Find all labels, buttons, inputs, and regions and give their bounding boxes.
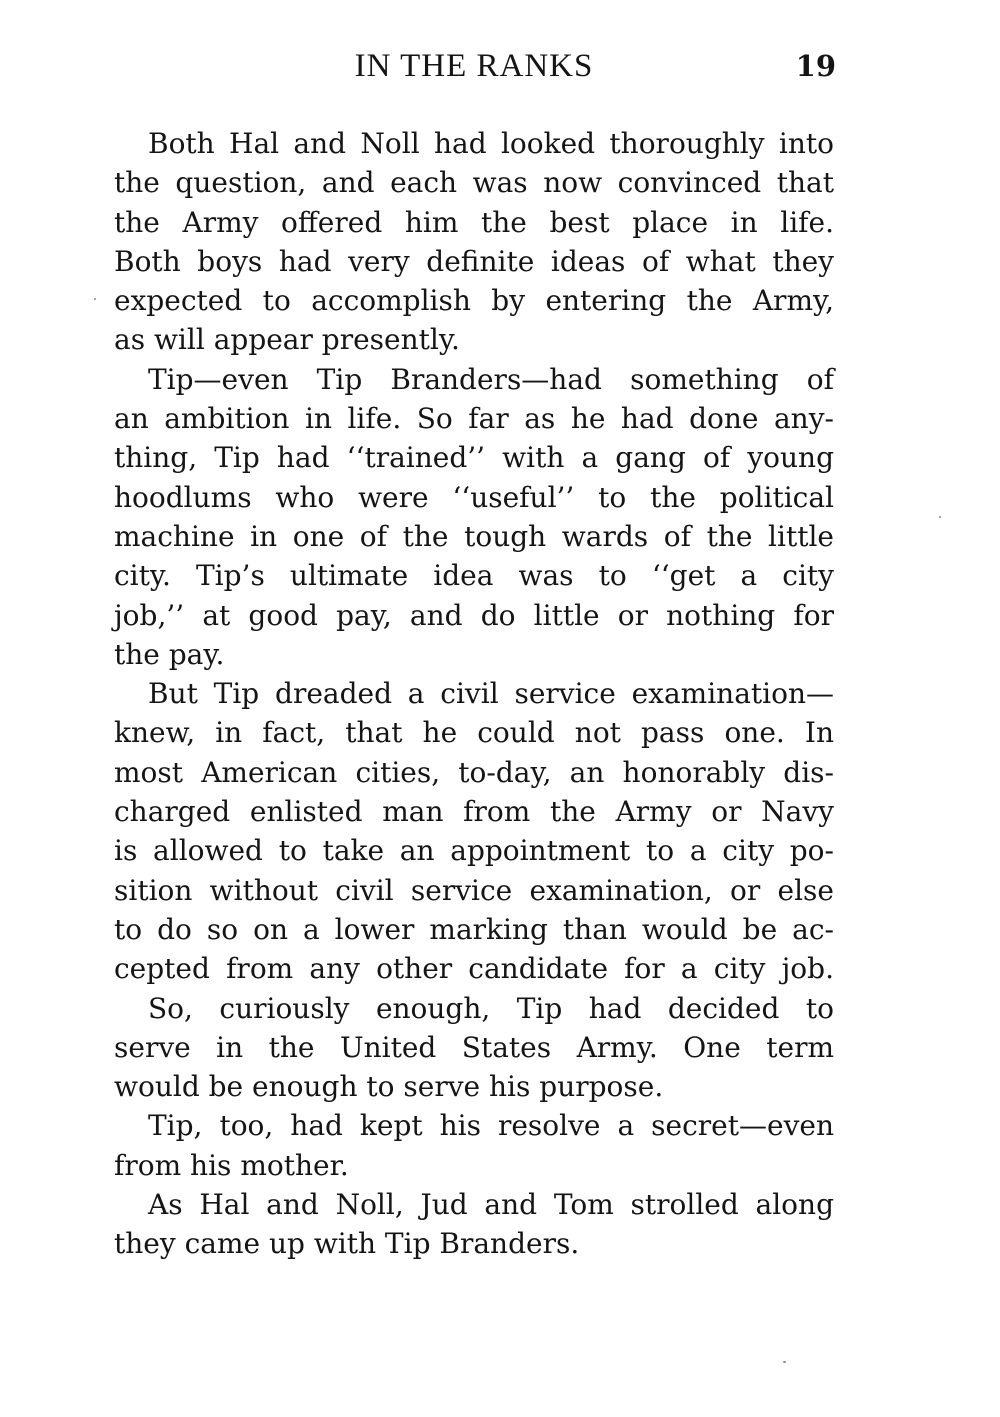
paragraph bbox=[114, 989, 834, 1107]
text-line: Tip—even Tip Branders—had something of bbox=[148, 362, 834, 396]
text-line: is allowed to take an appointment to a city po- bbox=[114, 834, 834, 868]
text-line: As Hal and Noll, Jud and Tom strolled along bbox=[148, 1188, 834, 1222]
paragraph bbox=[114, 1185, 834, 1264]
text-line: city. Tip’s ultimate idea was to ‘‘get a city bbox=[114, 559, 834, 593]
body-text bbox=[114, 124, 834, 1264]
text-line: Tip, too, had kept his resolve a secret—even bbox=[148, 1109, 834, 1143]
paragraph bbox=[114, 360, 834, 674]
text-line: the Army offered him the best place in life. bbox=[114, 205, 834, 239]
text-line: sition without civil service examination, or else bbox=[114, 873, 834, 907]
text-line: Both Hal and Noll had looked thoroughly into bbox=[148, 127, 834, 160]
text-line: But Tip dreaded a civil service examination— bbox=[148, 677, 834, 711]
paragraph bbox=[114, 1106, 834, 1185]
text-line: as will appear presently. bbox=[114, 323, 460, 357]
text-line: machine in one of the tough wards of the little bbox=[114, 519, 834, 553]
text-line: the question, and each was now convinced that bbox=[114, 166, 834, 200]
scan-speck bbox=[94, 298, 96, 300]
text-line: expected to accomplish by entering the Army, bbox=[114, 284, 834, 318]
text-line: the pay. bbox=[114, 637, 225, 671]
running-title: IN THE RANKS bbox=[354, 48, 594, 84]
text-line: most American cities, to-day, an honorably dis- bbox=[114, 755, 834, 789]
text-line: from his mother. bbox=[114, 1148, 349, 1182]
paragraph bbox=[114, 124, 834, 360]
page-number: 19 bbox=[795, 49, 836, 83]
text-line: cepted from any other candidate for a city job. bbox=[114, 952, 834, 986]
text-line: serve in the United States Army. One term bbox=[114, 1030, 834, 1064]
text-line: Both boys had very definite ideas of what they bbox=[114, 244, 834, 278]
scan-speck bbox=[939, 516, 941, 518]
paragraph bbox=[114, 674, 834, 988]
text-line: hoodlums who were ‘‘useful’’ to the political bbox=[114, 480, 834, 514]
text-line: charged enlisted man from the Army or Navy bbox=[114, 795, 834, 829]
text-line: they came up with Tip Branders. bbox=[114, 1227, 580, 1261]
text-line: to do so on a lower marking than would be ac- bbox=[114, 912, 834, 946]
scan-speck bbox=[783, 1361, 786, 1363]
text-line: job,’’ at good pay, and do little or nothing for bbox=[114, 598, 834, 632]
text-line: So, curiously enough, Tip had decided to bbox=[148, 991, 834, 1025]
text-line: would be enough to serve his purpose. bbox=[114, 1070, 664, 1104]
text-line: thing, Tip had ‘‘trained’’ with a gang of young bbox=[114, 441, 834, 475]
text-line: knew, in fact, that he could not pass one. In bbox=[114, 716, 834, 750]
text-line: an ambition in life. So far as he had done any- bbox=[114, 402, 834, 436]
running-head bbox=[112, 44, 836, 88]
